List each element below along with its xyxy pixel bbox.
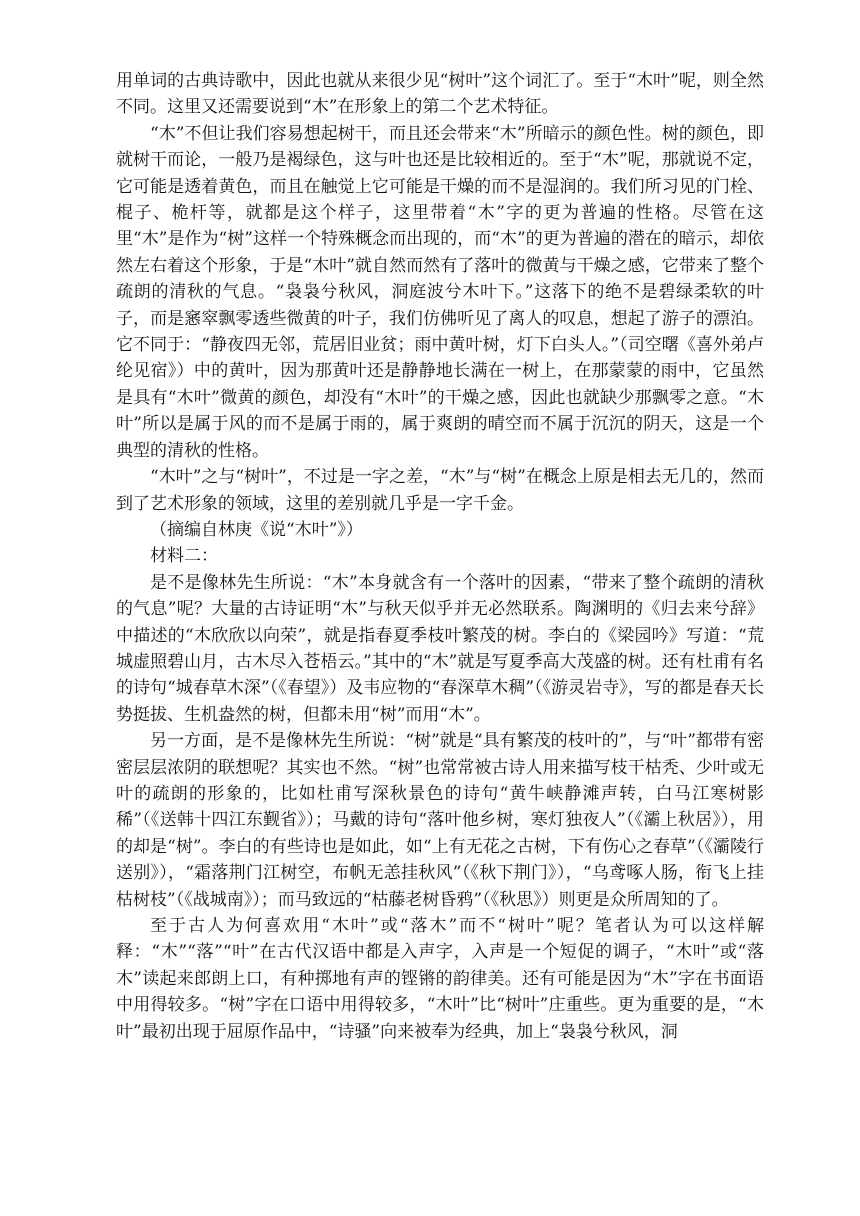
paragraph: “木叶”之与“树叶”，不过是一字之差，“木”与“树”在概念上原是相去无几的，然而到了艺术形象的领域，这里的差别就几乎是一字千金。 bbox=[116, 467, 764, 514]
paragraph: 是不是像林先生所说：“木”本身就含有一个落叶的因素，“带来了整个疏朗的清秋的气息”呢？大量的古诗证明“木”与秋天似乎并无必然联系。陶渊明的《归去来兮辞》中描述的“木欣欣以向荣”，就是指春夏季枝叶繁茂的树。李白的《梁园吟》写道：“荒城虚照碧山月，古木尽入苍梧云。”其中的“木”就是写夏季高大茂盛的树。还有杜甫有名的诗句“城春草木深”（《春望》）及韦应物的“春深草木稠”（《游灵岩寺》，写的都是春天长势挺拔、生机盎然的树，但都未用“树”而用“木”。 bbox=[116, 572, 764, 725]
section-heading: 材料二： bbox=[150, 546, 218, 567]
source-citation: （摘编自林庚《说“木叶”》） bbox=[150, 519, 363, 540]
paragraph: 用单词的古典诗歌中，因此也就从来很少见“树叶”这个词汇了。至于“木叶”呢，则全然不同。这里又还需要说到“木”在形象上的第二个艺术特征。 bbox=[116, 71, 764, 118]
paragraph: 另一方面，是不是像林先生所说：“树”就是“具有繁茂的枝叶的”，与“叶”都带有密密层层浓阴的联想呢？其实也不然。“树”也常常被古诗人用来描写枝干枯秃、少叶或无叶的疏朗的形象的，比如杜甫写深秋景色的诗句“黄牛峡静滩声转，白马江寒树影稀”（《送韩十四江东觐省》）；马戴的诗句“落叶他乡树，寒灯独夜人”（《灞上秋居》），用的却是“树”。李白的有些诗也是如此，如“上有无花之古树，下有伤心之春草”（《灞陵行送别》），“霜落荆门江树空，布帆无恙挂秋风”（《秋下荆门》），“乌鸢啄人肠，衔飞上挂枯树枝”（《战城南》）；而马致远的“枯藤老树昏鸦”（《秋思》）则更是众所周知的了。 bbox=[116, 731, 764, 910]
document-page bbox=[116, 68, 764, 1045]
paragraph: “木”不但让我们容易想起树干，而且还会带来“木”所暗示的颜色性。树的颜色，即就树干而论，一般乃是褐绿色，这与叶也还是比较相近的。至于“木”呢，那就说不定，它可能是透着黄色，而且在触觉上它可能是干燥的而不是湿润的。我们所习见的门栓、棍子、桅杆等，就都是这个样子，这里带着“木”字的更为普遍的性格。尽管在这里“木”是作为“树”这样一个特殊概念而出现的，而“木”的更为普遍的潜在的暗示，却依然左右着这个形象，于是“木叶”就自然而然有了落叶的微黄与干燥之感，它带来了整个疏朗的清秋的气息。“袅袅兮秋风，洞庭波兮木叶下。”这落下的绝不是碧绿柔软的叶子，而是窸窣飘零透些微黄的叶子，我们仿佛听见了离人的叹息，想起了游子的漂泊。它不同于：“静夜四无邻，荒居旧业贫；雨中黄叶树，灯下白头人。”（司空曙《喜外弟卢纶见宿》）中的黄叶，因为那黄叶还是静静地长满在一树上，在那蒙蒙的雨中，它虽然是具有“木叶”微黄的颜色，却没有“木叶”的干燥之感，因此也就缺少那飘零之意。“木叶”所以是属于风的而不是属于雨的，属于爽朗的晴空而不属于沉沉的阴天，这是一个典型的清秋的性格。 bbox=[116, 123, 764, 461]
paragraph: 至于古人为何喜欢用“木叶”或“落木”而不“树叶”呢？笔者认为可以这样解释：“木”“落”“叶”在古代汉语中都是入声字，入声是一个短促的调子，“木叶”或“落木”读起来郎朗上口，有种掷地有声的铿锵的韵律美。还有可能是因为“木”字在书面语中用得较多。“树”字在口语中用得较多，“木叶”比“树叶”庄重些。更为重要的是，“木叶”最初出现于屈原作品中，“诗骚”向来被奉为经典，加上“袅袅兮秋风，洞 bbox=[116, 916, 764, 1042]
